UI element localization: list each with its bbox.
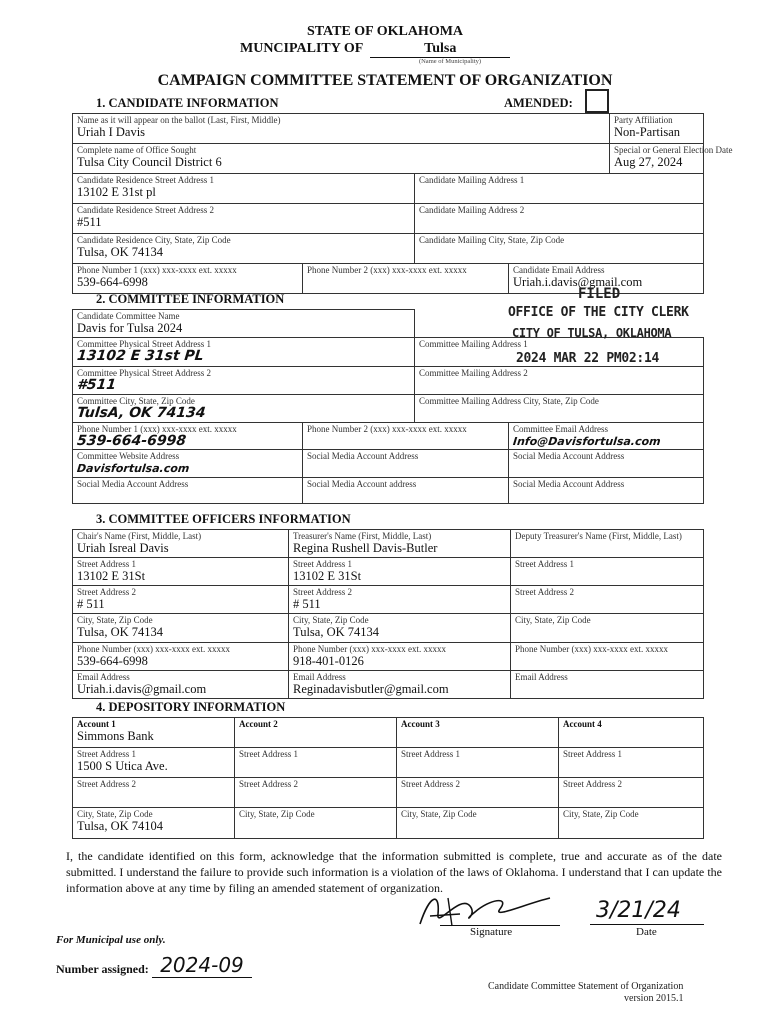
committee-phys2-value: #511 (76, 377, 117, 393)
chair-email-cell[interactable] (73, 671, 289, 699)
social5-cell[interactable] (509, 478, 704, 504)
deputy-name-cell[interactable] (511, 530, 704, 558)
chair-phone-value: 539-664-6998 (77, 654, 148, 668)
treasurer-email-cell[interactable] (289, 671, 511, 699)
social2-cell[interactable] (509, 450, 704, 478)
party-value: Non-Partisan (614, 125, 680, 139)
account3-cell[interactable] (397, 718, 559, 748)
account4-city-label: City, State, Zip Code (563, 809, 639, 819)
account1-street1-value: 1500 S Utica Ave. (77, 759, 168, 773)
treasurer-street1-cell[interactable] (289, 558, 511, 586)
committee-email-cell[interactable] (509, 423, 704, 450)
signature-label: Signature (470, 926, 513, 938)
committee-mailcity-cell[interactable] (415, 395, 704, 423)
social4-label: Social Media Account address (307, 479, 417, 489)
deputy-phone-label: Phone Number (xxx) xxx-xxxx ext. xxxxx (515, 644, 668, 654)
chair-street1-value: 13102 E 31St (77, 569, 146, 583)
chair-city-label: City, State, Zip Code (77, 615, 153, 625)
social3-label: Social Media Account Address (77, 479, 189, 489)
account2-street2-label: Street Address 2 (239, 779, 298, 789)
treasurer-street1-value: 13102 E 31St (293, 569, 362, 583)
mail-address1-label: Candidate Mailing Address 1 (419, 175, 525, 185)
account1-label: Account 1 (77, 719, 116, 729)
res-city-value: Tulsa, OK 74134 (77, 245, 164, 259)
committee-city-value: TulsA, OK 74134 (76, 405, 207, 421)
res-address1-cell[interactable] (73, 174, 415, 204)
treasurer-email-value: Reginadavisbutler@gmail.com (293, 682, 449, 696)
committee-email-value: Info@Davisfortulsa.com (512, 435, 662, 448)
municipality-value: Tulsa (370, 41, 510, 58)
mail-city-cell[interactable] (415, 234, 704, 264)
date-line[interactable] (590, 924, 704, 925)
account2-label: Account 2 (239, 719, 278, 729)
party-label: Party Affiliation (614, 115, 673, 125)
treasurer-name-label: Treasurer's Name (First, Middle, Last) (293, 531, 432, 541)
chair-street1-label: Street Address 1 (77, 559, 136, 569)
candidate-phone2-cell[interactable] (303, 264, 509, 294)
committee-email-label: Committee Email Address (513, 424, 608, 434)
committee-phys1-cell[interactable] (73, 338, 415, 367)
account1-city-label: City, State, Zip Code (77, 809, 153, 819)
committee-mailcity-label: Committee Mailing Address City, State, Zip Code (419, 396, 599, 406)
committee-phys1-value: 13102 E 31st PL (76, 348, 205, 364)
chair-email-value: Uriah.i.davis@gmail.com (77, 682, 207, 696)
chair-name-label: Chair's Name (First, Middle, Last) (77, 531, 202, 541)
deputy-city-label: City, State, Zip Code (515, 615, 591, 625)
treasurer-phone-cell[interactable] (289, 643, 511, 671)
candidate-phone2-label: Phone Number 2 (xxx) xxx-xxxx ext. xxxxx (307, 265, 467, 275)
candidate-name-value: Uriah I Davis (77, 125, 146, 139)
committee-phone2-cell[interactable] (303, 423, 509, 450)
form-title: CAMPAIGN COMMITTEE STATEMENT OF ORGANIZATION (157, 72, 613, 89)
municipality-label: MUNCIPALITY OF (240, 41, 363, 56)
treasurer-name-cell[interactable] (289, 530, 511, 558)
account1-street2-label: Street Address 2 (77, 779, 136, 789)
committee-city-label: Committee City, State, Zip Code (77, 396, 195, 406)
amended-label: AMENDED: (504, 96, 573, 110)
municipality-sub: (Name of Municipality) (418, 58, 482, 65)
acknowledgement-statement: I, the candidate identified on this form, acknowledge that the information submitted is complete, true and accurate as of the date submitted. I understand the failure to provide such information is a violation of the laws of Oklahoma. I understand that I can update the information above at any time by filing an amended statement of organization. (66, 849, 722, 895)
number-assigned-label: Number assigned: (56, 962, 149, 976)
officers-table (72, 529, 704, 699)
account2-cell[interactable] (235, 718, 397, 748)
candidate-name-cell[interactable] (73, 114, 610, 144)
number-assigned-value[interactable]: 2024-09 (152, 953, 252, 978)
deputy-street1-cell[interactable] (511, 558, 704, 586)
account4-street2-label: Street Address 2 (563, 779, 622, 789)
account2-city-cell[interactable] (235, 808, 397, 839)
social2-label: Social Media Account Address (513, 451, 625, 461)
election-date-value: Aug 27, 2024 (614, 155, 683, 169)
account3-street2-label: Street Address 2 (401, 779, 460, 789)
committee-phys2-label: Committee Physical Street Address 2 (77, 368, 211, 378)
treasurer-city-value: Tulsa, OK 74134 (293, 625, 380, 639)
chair-name-cell[interactable] (73, 530, 289, 558)
candidate-phone1-cell[interactable] (73, 264, 303, 294)
election-date-cell[interactable] (610, 144, 733, 174)
social5-label: Social Media Account Address (513, 479, 625, 489)
municipality-line (240, 41, 540, 58)
account4-street1-cell[interactable] (559, 748, 704, 778)
deputy-street2-label: Street Address 2 (515, 587, 574, 597)
account3-street1-label: Street Address 1 (401, 749, 460, 759)
treasurer-email-label: Email Address (293, 672, 346, 682)
committee-name-label: Candidate Committee Name (77, 311, 180, 321)
chair-city-cell[interactable] (73, 614, 289, 643)
committee-phone2-label: Phone Number 2 (xxx) xxx-xxxx ext. xxxxx (307, 424, 467, 434)
party-cell[interactable] (610, 114, 704, 144)
candidate-name-label: Name as it will appear on the ballot (Last, First, Middle) (77, 115, 281, 125)
committee-phys1-label: Committee Physical Street Address 1 (77, 339, 211, 349)
section-depository-title: 4. DEPOSITORY INFORMATION (96, 700, 286, 714)
mail-address1-cell[interactable] (415, 174, 704, 204)
treasurer-city-cell[interactable] (289, 614, 511, 643)
municipal-use-label: For Municipal use only. (56, 934, 166, 946)
date-label: Date (636, 926, 657, 938)
committee-mail1-label: Committee Mailing Address 1 (419, 339, 528, 349)
account2-city-label: City, State, Zip Code (239, 809, 315, 819)
section-candidate-title: 1. CANDIDATE INFORMATION (96, 96, 279, 110)
election-date-label: Special or General Election Date (614, 145, 733, 155)
account3-label: Account 3 (401, 719, 440, 729)
mail-address2-cell[interactable] (415, 204, 704, 234)
filed-stamp-label: FILED (578, 286, 621, 302)
committee-phone1-label: Phone Number 1 (xxx) xxx-xxxx ext. xxxxx (77, 424, 237, 434)
committee-phone1-cell[interactable] (73, 423, 303, 450)
account1-cell[interactable] (73, 718, 235, 748)
deputy-email-cell[interactable] (511, 671, 704, 699)
committee-mail2-cell[interactable] (415, 367, 704, 395)
res-address2-label: Candidate Residence Street Address 2 (77, 205, 214, 215)
committee-phone1-value: 539-664-6998 (76, 433, 187, 449)
chair-street2-cell[interactable] (73, 586, 289, 614)
account1-city-cell[interactable] (73, 808, 235, 839)
account1-street1-cell[interactable] (73, 748, 235, 778)
candidate-email-label: Candidate Email Address (513, 265, 605, 275)
deputy-email-label: Email Address (515, 672, 568, 682)
filed-stamp-office: OFFICE OF THE CITY CLERK (508, 305, 689, 320)
deputy-phone-cell[interactable] (511, 643, 704, 671)
res-address1-value: 13102 E 31st pl (77, 185, 156, 199)
res-city-cell[interactable] (73, 234, 415, 264)
chair-name-value: Uriah Isreal Davis (77, 541, 169, 555)
res-address2-cell[interactable] (73, 204, 415, 234)
account1-value: Simmons Bank (77, 729, 154, 743)
mail-address2-label: Candidate Mailing Address 2 (419, 205, 525, 215)
form-name: Candidate Committee Statement of Organization (488, 981, 684, 992)
filed-stamp-city: CITY OF TULSA, OKLAHOMA (512, 326, 672, 340)
account4-city-cell[interactable] (559, 808, 704, 839)
account1-city-value: Tulsa, OK 74104 (77, 819, 164, 833)
committee-website-cell[interactable] (73, 450, 303, 478)
deputy-street2-cell[interactable] (511, 586, 704, 614)
chair-street2-label: Street Address 2 (77, 587, 136, 597)
form-version: version 2015.1 (624, 993, 684, 1004)
deputy-street1-label: Street Address 1 (515, 559, 574, 569)
depository-table (72, 717, 704, 839)
account4-street2-cell[interactable] (559, 778, 704, 808)
account3-city-label: City, State, Zip Code (401, 809, 477, 819)
account3-city-cell[interactable] (397, 808, 559, 839)
res-address1-label: Candidate Residence Street Address 1 (77, 175, 214, 185)
account2-street1-cell[interactable] (235, 748, 397, 778)
account4-street1-label: Street Address 1 (563, 749, 622, 759)
chair-street1-cell[interactable] (73, 558, 289, 586)
social1-cell[interactable] (303, 450, 509, 478)
office-label: Complete name of Office Sought (77, 145, 197, 155)
committee-name-value: Davis for Tulsa 2024 (77, 321, 183, 335)
social1-label: Social Media Account Address (307, 451, 419, 461)
office-cell[interactable] (73, 144, 610, 174)
state-heading: STATE OF OKLAHOMA (306, 24, 464, 39)
office-value: Tulsa City Council District 6 (77, 155, 222, 169)
chair-phone-cell[interactable] (73, 643, 289, 671)
amended-checkbox[interactable] (585, 89, 609, 113)
account1-street1-label: Street Address 1 (77, 749, 136, 759)
filed-stamp-date: 2024 MAR 22 PM02:14 (516, 351, 660, 366)
account3-street1-cell[interactable] (397, 748, 559, 778)
committee-website-value: Davisfortulsa.com (76, 462, 191, 475)
section-committee-title: 2. COMMITTEE INFORMATION (96, 292, 285, 306)
candidate-phone1-label: Phone Number 1 (xxx) xxx-xxxx ext. xxxxx (77, 265, 237, 275)
res-city-label: Candidate Residence City, State, Zip Code (77, 235, 231, 245)
treasurer-phone-label: Phone Number (xxx) xxx-xxxx ext. xxxxx (293, 644, 446, 654)
chair-email-label: Email Address (77, 672, 130, 682)
deputy-name-label: Deputy Treasurer's Name (First, Middle, Last) (515, 531, 682, 541)
candidate-email-value: Uriah.i.davis@gmail.com (513, 275, 643, 289)
mail-city-label: Candidate Mailing City, State, Zip Code (419, 235, 565, 245)
date-value: 3/21/24 (596, 898, 681, 923)
committee-phys2-cell[interactable] (73, 367, 415, 395)
account4-label: Account 4 (563, 719, 602, 729)
account2-street2-cell[interactable] (235, 778, 397, 808)
candidate-table (72, 113, 733, 294)
treasurer-street1-label: Street Address 1 (293, 559, 352, 569)
res-address2-value: #511 (77, 215, 102, 229)
committee-name-cell[interactable] (73, 310, 415, 338)
account3-street2-cell[interactable] (397, 778, 559, 808)
deputy-city-cell[interactable] (511, 614, 704, 643)
account2-street1-label: Street Address 1 (239, 749, 298, 759)
account4-cell[interactable] (559, 718, 704, 748)
treasurer-street2-cell[interactable] (289, 586, 511, 614)
social4-cell[interactable] (303, 478, 509, 504)
treasurer-phone-value: 918-401-0126 (293, 654, 364, 668)
candidate-phone1-value: 539-664-6998 (77, 275, 148, 289)
account1-street2-cell[interactable] (73, 778, 235, 808)
treasurer-street2-label: Street Address 2 (293, 587, 352, 597)
section-officers-title: 3. COMMITTEE OFFICERS INFORMATION (96, 512, 351, 526)
chair-street2-value: # 511 (77, 597, 105, 611)
committee-mail2-label: Committee Mailing Address 2 (419, 368, 528, 378)
treasurer-city-label: City, State, Zip Code (293, 615, 369, 625)
social3-cell[interactable] (73, 478, 303, 504)
committee-city-cell[interactable] (73, 395, 415, 423)
chair-phone-label: Phone Number (xxx) xxx-xxxx ext. xxxxx (77, 644, 230, 654)
committee-website-label: Committee Website Address (77, 451, 180, 461)
treasurer-name-value: Regina Rushell Davis-Butler (293, 541, 438, 555)
treasurer-street2-value: # 511 (293, 597, 321, 611)
chair-city-value: Tulsa, OK 74134 (77, 625, 164, 639)
